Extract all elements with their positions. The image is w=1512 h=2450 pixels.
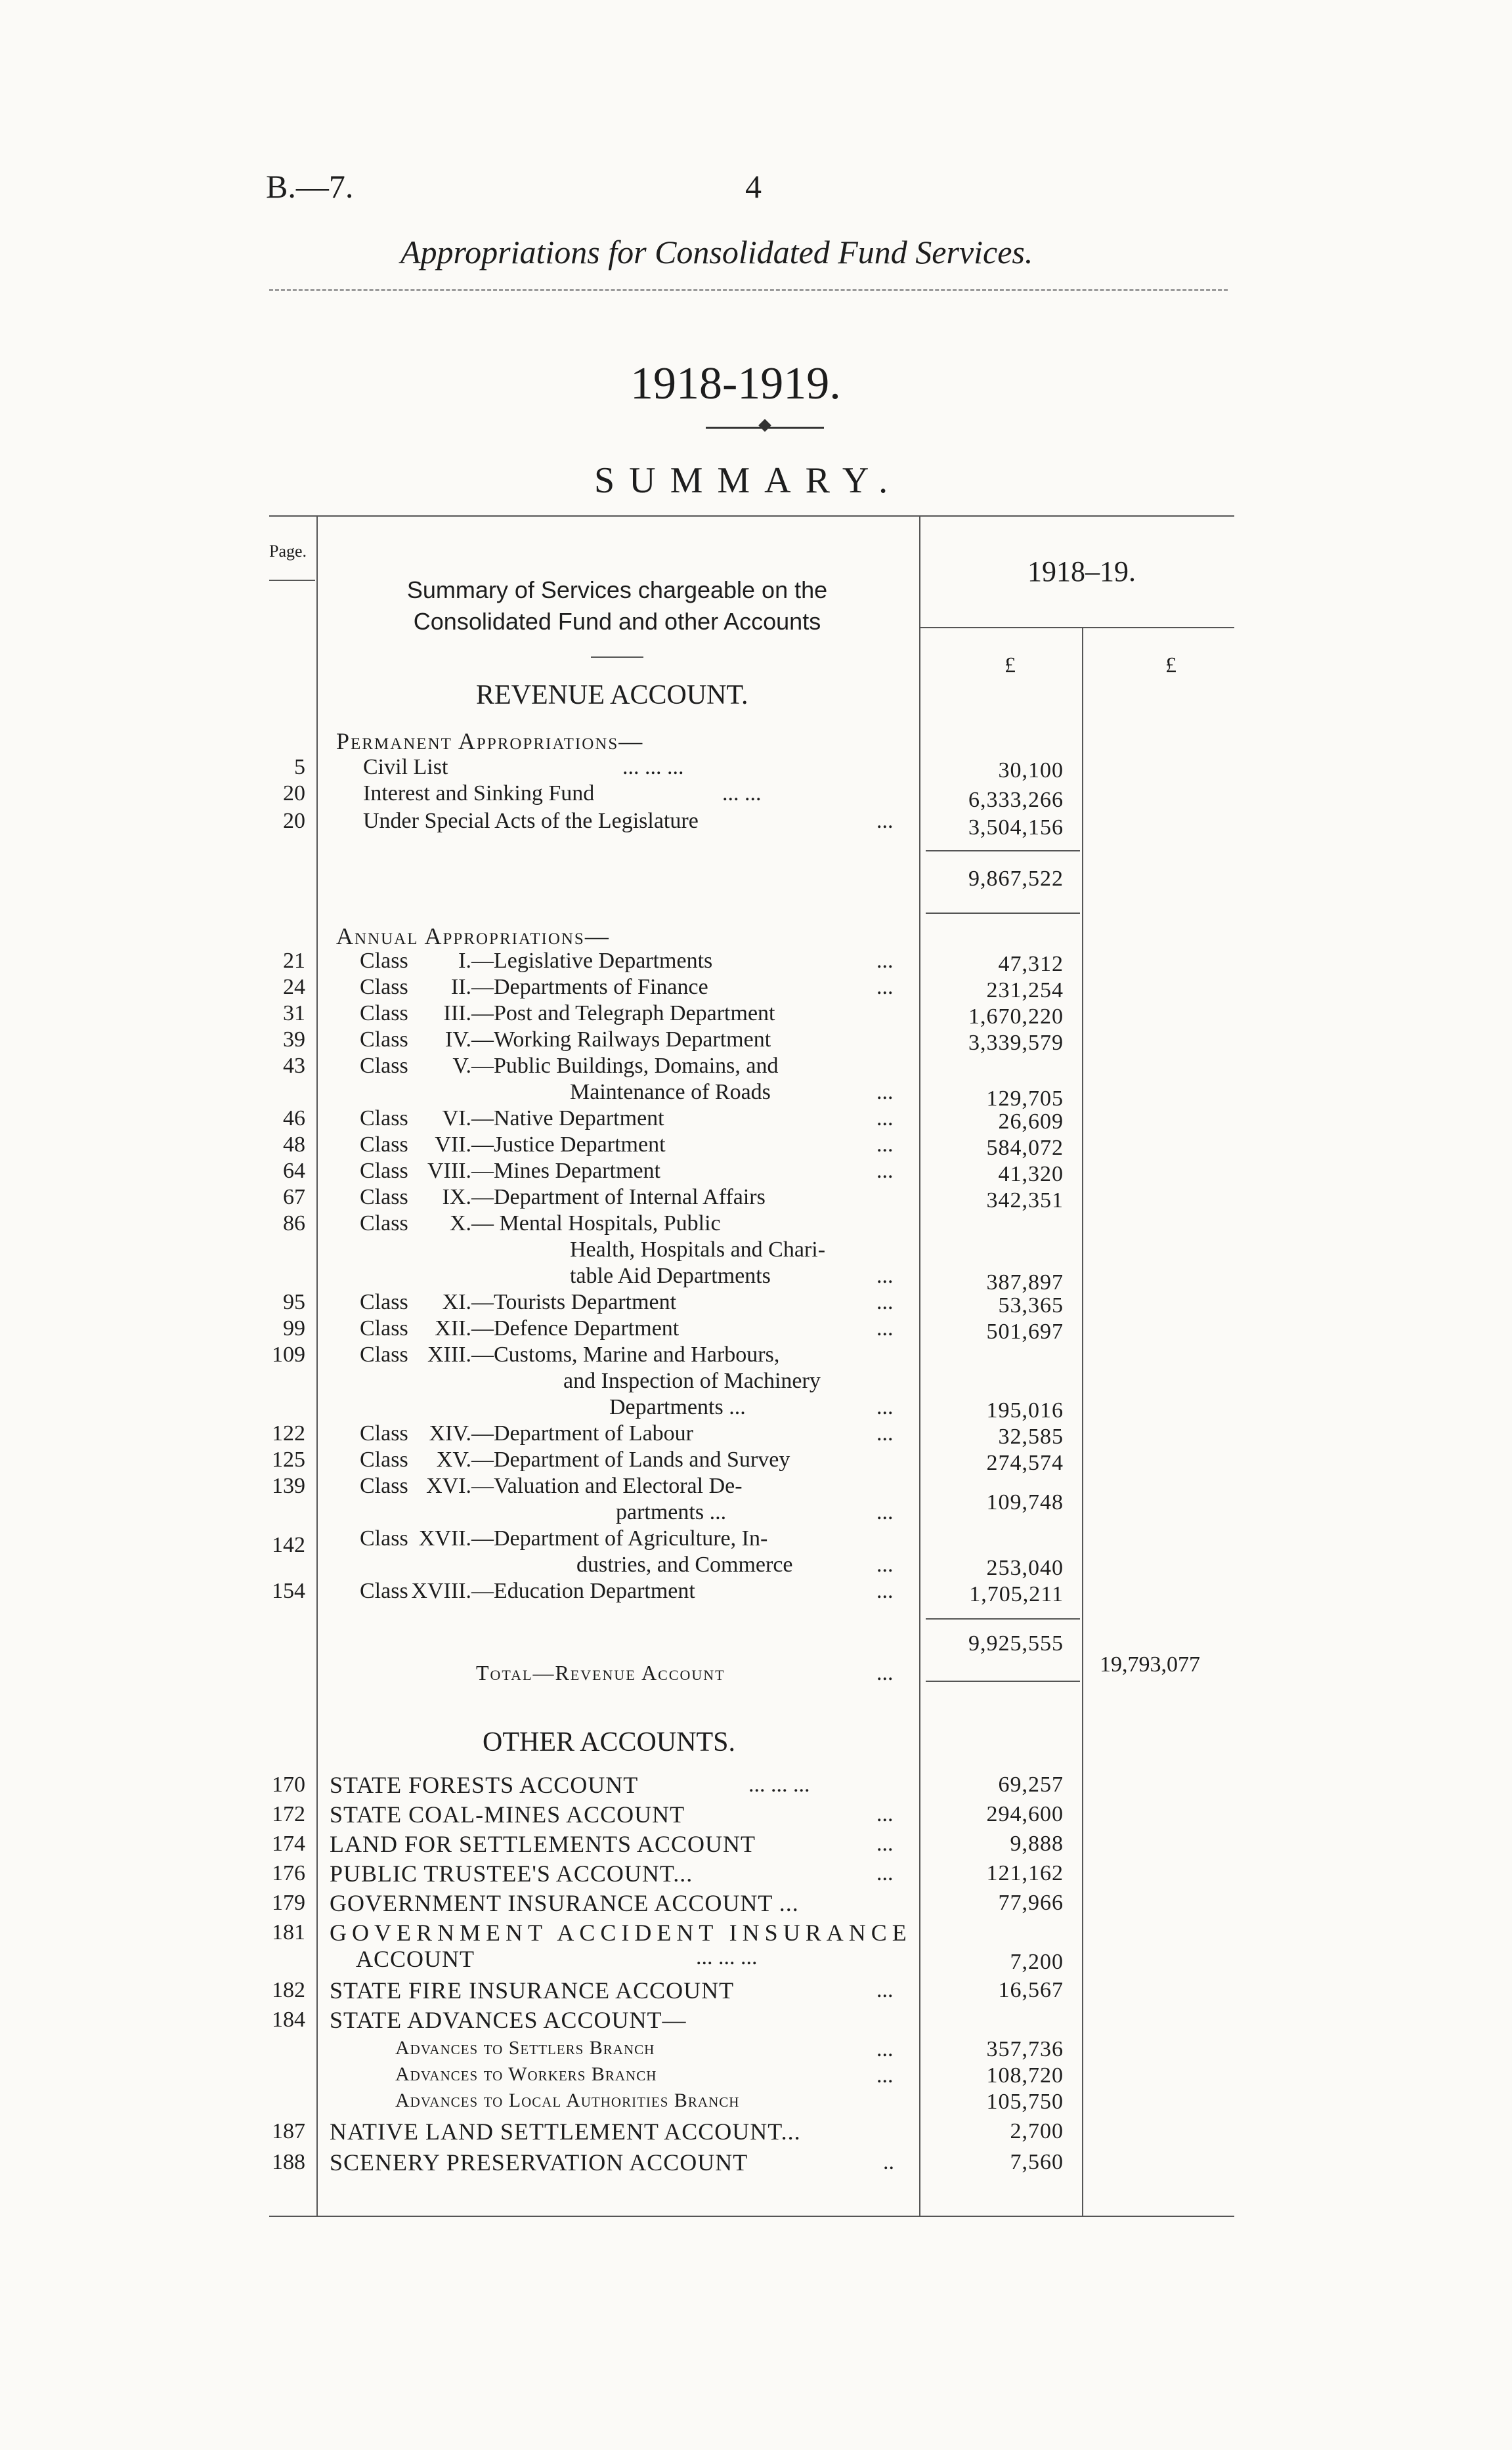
line-label: —Education Department — [471, 1579, 695, 1603]
leader-dots: ... — [876, 1861, 894, 1885]
class-label: Class — [360, 1001, 408, 1025]
amount: 16,567 — [998, 1978, 1064, 2002]
revenue-account-title: REVENUE ACCOUNT. — [476, 680, 748, 710]
page-ref: 172 — [272, 1802, 305, 1826]
short-rule — [591, 656, 643, 658]
leader-dots: ... — [876, 2037, 894, 2061]
class-label: Class — [360, 1054, 408, 1078]
page-ref: 174 — [272, 1832, 305, 1856]
amount: 253,040 — [986, 1556, 1064, 1580]
year-header-rule — [919, 627, 1234, 628]
line-label: —Justice Department — [471, 1132, 666, 1157]
class-label: Class — [360, 1211, 408, 1236]
account-label-continued: ACCOUNT — [356, 1946, 475, 1972]
class-number: XV. — [436, 1448, 471, 1472]
amount: 195,016 — [986, 1398, 1064, 1423]
class-label: Class — [360, 1159, 408, 1183]
amount: 357,736 — [986, 2037, 1064, 2061]
subtotal-rule — [926, 913, 1080, 914]
amount: 3,339,579 — [968, 1031, 1064, 1055]
page-ref: 182 — [272, 1978, 305, 2002]
class-number: XI. — [442, 1290, 471, 1314]
amount: 69,257 — [998, 1773, 1064, 1797]
leader-dots: ... — [876, 2063, 894, 2088]
class-number: XIII. — [427, 1343, 471, 1367]
leader-dots: ... ... — [722, 781, 762, 806]
line-label: —Department of Labour — [471, 1421, 693, 1446]
class-number: II. — [450, 975, 471, 999]
advances-branch-label: Advances to Settlers Branch — [395, 2037, 655, 2059]
leader-dots: ... — [876, 1421, 894, 1446]
class-number: XVI. — [426, 1474, 471, 1498]
amount: 6,333,266 — [968, 788, 1064, 812]
page-ref: 48 — [283, 1132, 305, 1157]
other-accounts-title: OTHER ACCOUNTS. — [483, 1727, 736, 1757]
account-label: STATE FORESTS ACCOUNT — [330, 1772, 639, 1798]
amount: 9,888 — [1010, 1832, 1064, 1856]
subtotal-rule — [926, 1681, 1080, 1682]
leader-dots: ... — [876, 1802, 894, 1826]
page-ref: 86 — [283, 1211, 305, 1236]
advances-branch-label: Advances to Local Authorities Branch — [395, 2090, 740, 2111]
amount: 7,200 — [1010, 1950, 1064, 1974]
amount: 47,312 — [998, 952, 1064, 976]
class-label: Class — [360, 1316, 408, 1341]
line-label: —Customs, Marine and Harbours, — [471, 1343, 780, 1367]
page-ref: 125 — [272, 1448, 305, 1472]
subtotal-rule — [926, 850, 1080, 851]
amount: 26,609 — [998, 1109, 1064, 1134]
class-number: I. — [458, 949, 471, 973]
amount: 1,670,220 — [968, 1004, 1064, 1029]
class-number: IX. — [442, 1185, 471, 1209]
leader-dots: ... ... ... — [622, 755, 684, 779]
class-label: Class — [360, 975, 408, 999]
amount-column-divider — [1082, 627, 1083, 2216]
class-label: Class — [360, 1343, 408, 1367]
leader-dots: ... — [876, 1553, 894, 1577]
amount: 129,705 — [986, 1086, 1064, 1111]
column-header-year: 1918–19. — [1027, 555, 1136, 588]
subtotal-amount: 9,925,555 — [968, 1631, 1064, 1656]
page-ref: 46 — [283, 1106, 305, 1130]
subtotal-rule — [926, 1618, 1080, 1620]
line-label: Under Special Acts of the Legislature — [363, 809, 699, 833]
amount: 7,560 — [1010, 2150, 1064, 2174]
amount: 108,720 — [986, 2063, 1064, 2088]
line-label: —Departments of Finance — [471, 975, 708, 999]
page-ref: 154 — [272, 1579, 305, 1603]
column-header-page: Page. — [269, 542, 307, 561]
page-ref: 184 — [272, 2008, 305, 2032]
class-label: Class — [360, 1290, 408, 1314]
permanent-appropriations-heading: Permanent Appropriations— — [336, 728, 644, 754]
page-ref: 39 — [283, 1027, 305, 1052]
class-number: VIII. — [427, 1159, 471, 1183]
total-revenue-label: Total—Revenue Account — [476, 1661, 725, 1685]
page-ref: 21 — [283, 949, 305, 973]
amount: 342,351 — [986, 1188, 1064, 1213]
amount: 109,748 — [986, 1490, 1064, 1515]
leader-dots: ... — [876, 1159, 894, 1183]
page-ref: 99 — [283, 1316, 305, 1341]
amount: 2,700 — [1010, 2119, 1064, 2143]
table-bottom-rule — [269, 2216, 1234, 2217]
class-number: IV. — [445, 1027, 471, 1052]
amount: 53,365 — [998, 1293, 1064, 1318]
page-ref: 122 — [272, 1421, 305, 1446]
line-label: —Tourists Department — [471, 1290, 677, 1314]
page-ref: 179 — [272, 1891, 305, 1915]
summary-heading: SUMMARY. — [594, 460, 903, 501]
account-label: STATE FIRE INSURANCE ACCOUNT — [330, 1977, 735, 2004]
currency-symbol: £ — [1004, 653, 1016, 677]
leader-dots: ... — [876, 975, 894, 999]
amount: 387,897 — [986, 1270, 1064, 1295]
page-ref: 170 — [272, 1773, 305, 1797]
account-label: STATE COAL-MINES ACCOUNT — [330, 1801, 685, 1828]
line-label-continued: Departments ... — [609, 1395, 746, 1419]
account-label: GOVERNMENT INSURANCE ACCOUNT ... — [330, 1890, 799, 1916]
line-label: Civil List — [363, 755, 448, 779]
class-number: V. — [452, 1054, 471, 1078]
amount: 294,600 — [986, 1802, 1064, 1826]
amount: 3,504,156 — [968, 815, 1064, 840]
page-ref: 181 — [272, 1920, 305, 1945]
page-ref: 187 — [272, 2119, 305, 2143]
line-label: —Valuation and Electoral De- — [471, 1474, 743, 1498]
account-label: PUBLIC TRUSTEE'S ACCOUNT... — [330, 1860, 693, 1887]
page-ref: 188 — [272, 2150, 305, 2174]
total-revenue-amount: 19,793,077 — [1100, 1652, 1200, 1677]
amount: 501,697 — [986, 1320, 1064, 1344]
document-reference: B.—7. — [266, 168, 354, 205]
leader-dots: ... ... ... — [696, 1945, 758, 1969]
class-number: XVII. — [418, 1526, 471, 1551]
class-number: XIV. — [429, 1421, 471, 1446]
amount: 32,585 — [998, 1425, 1064, 1449]
header-divider — [269, 289, 1228, 291]
leader-dots: ... — [876, 1978, 894, 2002]
page-ref: 5 — [294, 755, 305, 779]
annual-appropriations-heading: Annual Appropriations— — [336, 923, 610, 949]
account-label: SCENERY PRESERVATION ACCOUNT — [330, 2149, 748, 2176]
leader-dots: ... ... ... — [748, 1773, 810, 1797]
line-label: —Native Department — [471, 1106, 664, 1130]
leader-dots: ... — [876, 1316, 894, 1341]
line-label: —Department of Lands and Survey — [471, 1448, 790, 1472]
leader-dots: ... — [876, 1832, 894, 1856]
class-label: Class — [360, 1185, 408, 1209]
amount: 77,966 — [998, 1891, 1064, 1915]
line-label: Interest and Sinking Fund — [363, 781, 595, 806]
amount: 1,705,211 — [969, 1582, 1064, 1606]
leader-dots: ... — [876, 1132, 894, 1157]
account-label: NATIVE LAND SETTLEMENT ACCOUNT... — [330, 2118, 801, 2145]
page-ref: 139 — [272, 1474, 305, 1498]
account-label: STATE ADVANCES ACCOUNT— — [330, 2007, 687, 2033]
line-label: —Defence Department — [471, 1316, 680, 1341]
line-label-continued: dustries, and Commerce — [576, 1553, 793, 1577]
leader-dots: ... — [876, 1080, 894, 1104]
line-label: —Post and Telegraph Department — [471, 1001, 775, 1025]
class-label: Class — [360, 1421, 408, 1446]
amount: 105,750 — [986, 2090, 1064, 2114]
page-ref: 20 — [283, 809, 305, 833]
class-label: Class — [360, 1474, 408, 1498]
leader-dots: .. — [883, 2150, 894, 2174]
class-number: III. — [443, 1001, 471, 1025]
line-label: — Mental Hospitals, Public — [471, 1211, 721, 1236]
page-header-rule — [269, 580, 315, 581]
amount: 41,320 — [998, 1162, 1064, 1186]
line-label-continued: Health, Hospitals and Chari- — [570, 1237, 826, 1262]
class-label: Class — [360, 1106, 408, 1130]
class-number: XVIII. — [411, 1579, 471, 1603]
line-label: —Mines Department — [471, 1159, 660, 1183]
page-title: Appropriations for Consolidated Fund Services. — [400, 234, 1033, 270]
year-title: 1918-1919. — [630, 358, 841, 409]
column-header-description: Summary of Services chargeable on the Consolidated Fund and other Accounts — [406, 576, 828, 635]
currency-symbol: £ — [1165, 653, 1177, 677]
line-label-continued: and Inspection of Machinery — [563, 1369, 821, 1393]
page-ref: 31 — [283, 1001, 305, 1025]
class-label: Class — [360, 949, 408, 973]
page-ref: 176 — [272, 1861, 305, 1885]
line-label-continued: table Aid Departments — [570, 1264, 771, 1288]
leader-dots: ... — [876, 809, 894, 833]
page-ref: 67 — [283, 1185, 305, 1209]
leader-dots: ... — [876, 1661, 894, 1685]
line-label: —Legislative Departments — [471, 949, 713, 973]
page-ref: 109 — [272, 1343, 305, 1367]
amount: 121,162 — [986, 1861, 1064, 1885]
leader-dots: ... — [876, 949, 894, 973]
leader-dots: ... — [876, 1579, 894, 1603]
class-label: Class — [360, 1526, 408, 1551]
line-label: —Working Railways Department — [471, 1027, 771, 1052]
page-ref: 43 — [283, 1054, 305, 1078]
line-label: —Public Buildings, Domains, and — [471, 1054, 779, 1078]
account-label: GOVERNMENT ACCIDENT INSURANCE — [330, 1920, 912, 1946]
amount: 274,574 — [986, 1451, 1064, 1475]
page-ref: 95 — [283, 1290, 305, 1314]
class-number: VI. — [442, 1106, 471, 1130]
ornament-diamond — [758, 419, 771, 432]
page-ref: 142 — [272, 1533, 305, 1557]
subtotal-amount: 9,867,522 — [968, 867, 1064, 891]
class-number: XII. — [435, 1316, 471, 1341]
line-label-continued: Maintenance of Roads — [570, 1080, 771, 1104]
advances-branch-label: Advances to Workers Branch — [395, 2063, 657, 2085]
amount: 584,072 — [986, 1136, 1064, 1160]
class-label: Class — [360, 1132, 408, 1157]
page-column-divider — [316, 515, 318, 2216]
line-label: —Department of Agriculture, In- — [471, 1526, 768, 1551]
line-label-continued: partments ... — [616, 1500, 727, 1524]
class-label: Class — [360, 1027, 408, 1052]
amount: 231,254 — [986, 978, 1064, 1002]
class-number: X. — [449, 1211, 471, 1236]
leader-dots: ... — [876, 1500, 894, 1524]
page-ref: 20 — [283, 781, 305, 806]
page-ref: 64 — [283, 1159, 305, 1183]
leader-dots: ... — [876, 1290, 894, 1314]
amount: 30,100 — [998, 758, 1064, 783]
class-label: Class — [360, 1579, 408, 1603]
class-number: VII. — [435, 1132, 471, 1157]
page-number: 4 — [745, 168, 762, 205]
line-label: —Department of Internal Affairs — [471, 1185, 766, 1209]
table-top-rule — [269, 515, 1234, 517]
leader-dots: ... — [876, 1264, 894, 1288]
account-label: LAND FOR SETTLEMENTS ACCOUNT — [330, 1831, 756, 1857]
leader-dots: ... — [876, 1106, 894, 1130]
leader-dots: ... — [876, 1395, 894, 1419]
class-label: Class — [360, 1448, 408, 1472]
page-ref: 24 — [283, 975, 305, 999]
